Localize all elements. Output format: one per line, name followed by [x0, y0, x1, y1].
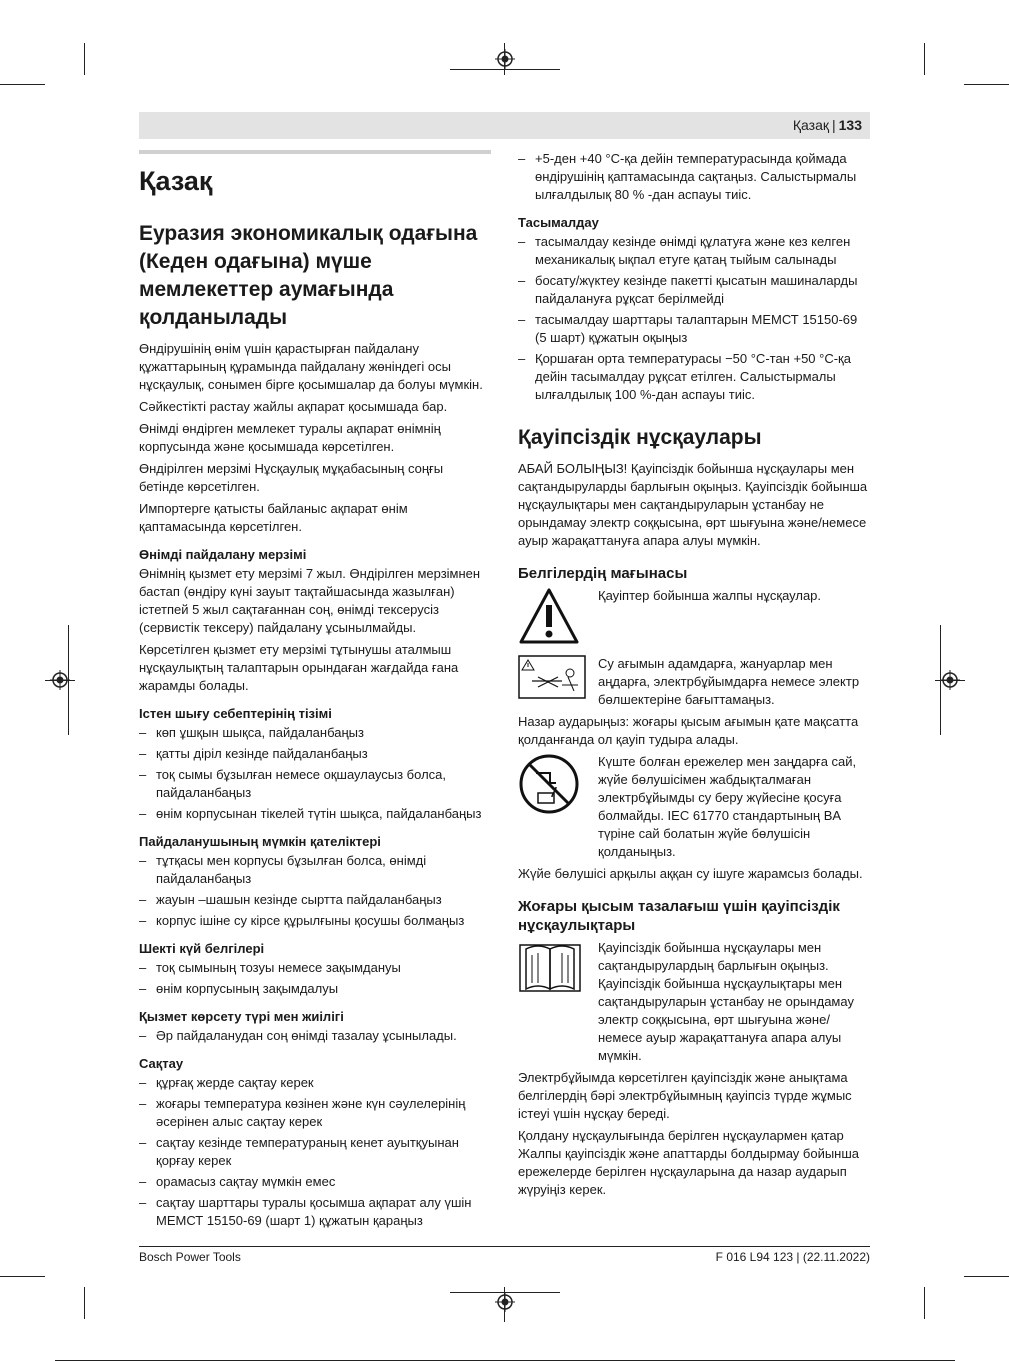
- lifetime-paragraph: Көрсетілген қызмет ету мерзімі тұтынушы аталмыш нұсқаулықтың талаптарын орындаған жағдайда ғана жарамды болады.: [139, 642, 459, 693]
- list-item: – құрғақ жерде сақтау керек: [139, 1074, 491, 1092]
- hp-safety-heading: Жоғары қысым тазалағыш үшін қауіпсіздік нұсқаулықтары: [518, 898, 840, 934]
- storage-heading: Сақтау: [139, 1056, 184, 1071]
- list-item: – корпус ішіне су кірсе құрылғыны қосушы болмаңыз: [139, 912, 491, 930]
- crop-mark: [84, 43, 85, 75]
- no-drinking-water-icon: [518, 753, 580, 820]
- right-column: [518, 150, 870, 1203]
- manual-book-icon: [518, 939, 582, 1000]
- divider: [139, 150, 491, 154]
- symbol-note: Назар аударыңыз: жоғары қысым ағымын қате мақсатта қолданғанда ол қауіп тудыра алады.: [518, 714, 859, 747]
- page-title: Қазақ: [139, 166, 213, 196]
- registration-mark-icon: [495, 1292, 515, 1312]
- safety-title: Қауіпсіздік нұсқаулары: [518, 426, 762, 449]
- list-item: – +5-ден +40 °C-қа дейін температурасында қоймада өндірушінің қаптамасында сақтаңыз. Салыстырмалы ылғалдылық 80 % -дан аспауы тиіс.: [518, 150, 870, 204]
- list-item: – Әр пайдаланудан соң өнімді тазалау ұсынылады.: [139, 1027, 491, 1045]
- list-item: – жауын –шашын кезінде сыртта пайдаланбаңыз: [139, 891, 491, 909]
- intro-paragraph: Өндірілген мерзімі Нұсқаулық мұқабасының соңғы бетінде көрсетілген.: [139, 461, 444, 494]
- intro-paragraph: Импортерге қатысты байланыс ақпарат өнім қаптамасында көрсетілген.: [139, 501, 408, 534]
- symbol-text: Күште болған ережелер мен заңдарға сай, жүйе бөлушісімен жабдықталмаған электрбұйымды су беру жүйесіне қосуға болмайды. IEC 61770 стандартының BA түріне сай болатын жүйе бөлушісін қолданыңыз.: [598, 754, 857, 859]
- limit-heading: Шекті күй белгілері: [139, 941, 265, 956]
- crop-mark: [924, 43, 925, 75]
- list-item: – сақтау кезінде температураның кенет ауытқуынан қорғау керек: [139, 1134, 491, 1170]
- service-list: [139, 1027, 491, 1045]
- symbol-text: Қауіптер бойынша жалпы нұсқаулар.: [598, 588, 822, 603]
- symbol-note: Жүйе бөлушісі арқылы аққан су ішуге жарамсыз болады.: [518, 866, 863, 881]
- lifetime-heading: Өнімді пайдалану мерзімі: [139, 547, 307, 562]
- footer-brand: Bosch Power Tools: [139, 1250, 241, 1264]
- symbol-row: [518, 655, 870, 709]
- failure-list: [139, 724, 491, 823]
- list-item: – өнім корпусынан тікелей түтін шықса, пайдаланбаңыз: [139, 805, 491, 823]
- errors-list: [139, 852, 491, 930]
- registration-mark-icon: [50, 670, 70, 690]
- crop-mark: [964, 1276, 1009, 1277]
- left-column: [139, 150, 491, 1233]
- spray-warning-icon: [518, 655, 586, 704]
- symbol-row: [518, 587, 870, 651]
- symbol-text: Су ағымын адамдарға, жануарлар мен аңдарға, электрбұйымдарға немесе электр бөлшектеріне бағыттамаңыз.: [598, 656, 860, 707]
- crop-mark: [924, 1287, 925, 1319]
- list-item: – Қоршаған орта температурасы −50 °C-тан +50 °C-қа дейін тасымалдау рұқсат етілген. Салыстырмалы ылғалдылық 100 %-дан аспауы тиіс.: [518, 350, 870, 404]
- symbols-heading: Белгілердің мағынасы: [518, 565, 688, 582]
- list-item: – орамасыз сақтау мүмкін емес: [139, 1173, 491, 1191]
- list-item: – тасымалдау шарттары талаптарын МЕМСТ 15150-69 (5 шарт) құжатын оқыңыз: [518, 311, 870, 347]
- list-item: – тұтқасы мен корпусы бұзылған болса, өнімді пайдаланбаңыз: [139, 852, 491, 888]
- safety-intro: АБАЙ БОЛЫҢЫЗ! Қауіпсіздік бойынша нұсқаулары мен сақтандыруларды барлығын оқыңыз. Қауіпсіздік бойынша нұсқаулықтары мен сақтандыруларын ұстанбау не орындамау электр соққысына, өрт шығуына және/немесе ауыр жарақаттануға апара алуы мүмкін.: [518, 461, 868, 548]
- list-item: – сақтау шарттары туралы қосымша ақпарат алу үшін МЕМСТ 15150-69 (шарт 1) құжатын қараңыз: [139, 1194, 491, 1230]
- footer-divider: [139, 1246, 870, 1247]
- page-header: [139, 112, 870, 139]
- crop-mark: [0, 84, 45, 85]
- storage-list: [139, 1074, 491, 1230]
- list-item: – тоқ сымы бұзылған немесе оқшаулаусыз болса, пайдаланбаңыз: [139, 766, 491, 802]
- hp-paragraph: Электрбұйымда көрсетілген қауіпсіздік және анықтама белгілердің бәрі электрбұйымның қауіпсіз түрде жұмыс істеуі үшін нұсқау береді.: [518, 1070, 852, 1121]
- warning-icon: [518, 587, 580, 650]
- list-item: – өнім корпусының зақымдалуы: [139, 980, 491, 998]
- lifetime-paragraph: Өнімнің қызмет ету мерзімі 7 жыл. Өндірілген мерзімнен бастап (өндіру күні зауыт тақтайшасында жазылған) істетпей 5 жыл сақтағаннан соң, өнімді тексерусіз (сервистік тексеру) пайдалану ұсынылмайды.: [139, 566, 481, 635]
- header-text: [793, 117, 862, 133]
- footer-doc-code: F 016 L94 123 | (22.11.2022): [715, 1250, 870, 1264]
- limit-list: [139, 959, 491, 998]
- intro-paragraph: Өнімді өндірген мемлекет туралы ақпарат өнімнің корпусында және қосымшада көрсетілген.: [139, 421, 441, 454]
- section-subtitle: Еуразия экономикалық одағына (Кеден одағына) мүше мемлекеттер аумағында қолданылады: [139, 222, 478, 329]
- crop-mark: [450, 69, 560, 70]
- crop-mark: [0, 1276, 45, 1277]
- list-item: – босату/жүктеу кезінде пакетті қысатын машиналарды пайдалануға рұқсат берілмейді: [518, 272, 870, 308]
- registration-mark-icon: [495, 49, 515, 69]
- symbol-row: [518, 753, 870, 861]
- crop-mark: [84, 1287, 85, 1319]
- intro-paragraph: Өндірушінің өнім үшін қарастырған пайдалану құжаттарының құрамында пайдалану жөніндегі осы нұсқаулық, сонымен бірге қосымшалар да болуы мүмкін.: [139, 341, 483, 392]
- hp-paragraph: Қолдану нұсқаулығында берілген нұсқаулармен қатар Жалпы қауіпсіздік және апаттарды болдырмау бойынша ережелерде берілген нұсқауларына да назар аударып жүруіңіз керек.: [518, 1128, 860, 1197]
- list-item: – жоғары температура көзінен және күн сәулелерінің әсерінен алыс сақтау керек: [139, 1095, 491, 1131]
- symbol-row: [518, 939, 870, 1065]
- crop-mark: [964, 84, 1009, 85]
- storage-cont-list: [518, 150, 870, 204]
- transport-heading: Тасымалдау: [518, 215, 599, 230]
- header-section: Қазақ: [792, 117, 829, 133]
- page-number: 133: [838, 117, 862, 133]
- transport-list: [518, 233, 870, 404]
- service-heading: Қызмет көрсету түрі мен жиілігі: [139, 1009, 344, 1024]
- list-item: – көп ұшқын шықса, пайдаланбаңыз: [139, 724, 491, 742]
- errors-heading: Пайдаланушының мүмкін қателіктері: [139, 834, 381, 849]
- list-item: – тоқ сымының тозуы немесе зақымдануы: [139, 959, 491, 977]
- intro-paragraph: Сәйкестікті растау жайлы ақпарат қосымшада бар.: [139, 399, 448, 414]
- list-item: – тасымалдау кезінде өнімді құлатуға және кез келген механикалық ықпал етуге қатаң тыйым салынады: [518, 233, 870, 269]
- failure-heading: Істен шығу себептерінің тізімі: [139, 706, 332, 721]
- registration-mark-icon: [940, 670, 960, 690]
- header-separator: |: [832, 117, 836, 133]
- hp-safety-text: Қауіпсіздік бойынша нұсқаулары мен сақтандырулардың барлығын оқыңыз. Қауіпсіздік бойынша нұсқаулықтары мен сақтандыруларын ұстанбау не орындамау электр соққысына, өрт шығуына және/немесе ауыр жарақаттануға апара алуы мүмкін.: [598, 940, 854, 1063]
- list-item: – қатты діріл кезінде пайдаланбаңыз: [139, 745, 491, 763]
